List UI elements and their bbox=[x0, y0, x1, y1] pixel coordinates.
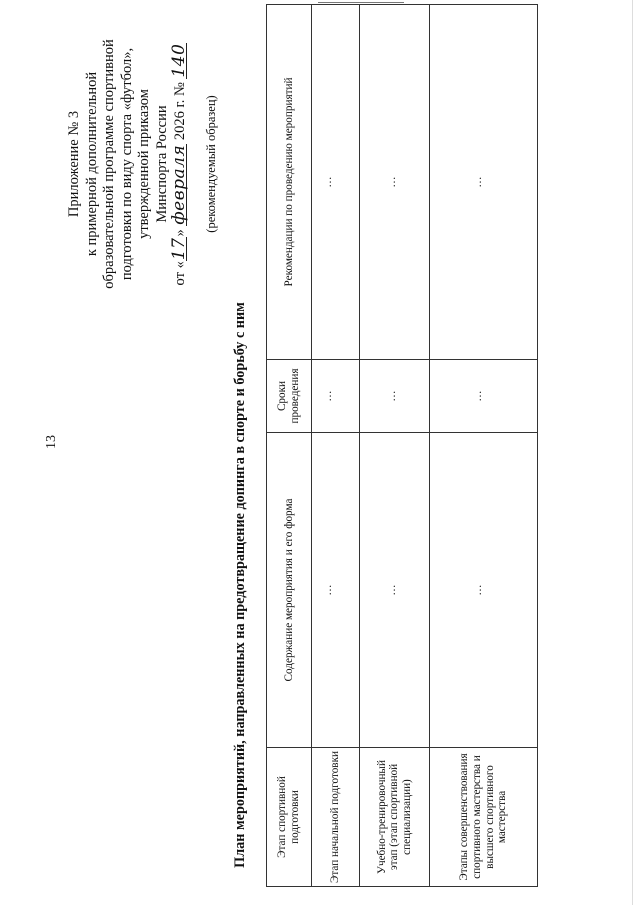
content-cell: … bbox=[312, 433, 360, 748]
stage-cell: Этапы совершенствования спортивного мастерства и высшего спортивного мастерства bbox=[430, 748, 538, 887]
order-line bbox=[168, 13, 190, 315]
order-number: 140 bbox=[168, 43, 189, 78]
appendix-line: Минспорта России bbox=[153, 105, 170, 223]
page-number: 13 bbox=[44, 435, 59, 449]
content-cell: … bbox=[360, 433, 430, 748]
order-prefix: от « bbox=[171, 261, 188, 286]
sample-note: (рекомендуемый образец) bbox=[204, 95, 219, 233]
content-cell: … bbox=[430, 433, 538, 748]
recommendations-cell: … bbox=[312, 5, 360, 360]
appendix-header bbox=[66, 13, 221, 315]
stage-cell: Учебно-тренировочный этап (этап спортивной специализации) bbox=[360, 748, 430, 887]
order-day: 17 bbox=[168, 237, 189, 261]
table-row bbox=[312, 5, 360, 887]
recommendations-cell: … bbox=[430, 5, 538, 360]
header-content: Содержание мероприятия и его форма bbox=[267, 433, 312, 748]
order-month: февраля bbox=[168, 144, 189, 225]
order-mid: » bbox=[171, 229, 188, 237]
terms-cell: … bbox=[430, 360, 538, 433]
plan-table bbox=[266, 4, 538, 887]
table-row bbox=[430, 5, 538, 887]
stage-cell: Этап начальной подготовки bbox=[312, 748, 360, 887]
order-year: 2026 г. № bbox=[171, 82, 188, 141]
appendix-line: образовательной программе спортивной bbox=[101, 39, 118, 289]
table-row bbox=[360, 5, 430, 887]
table-header-row bbox=[267, 5, 312, 887]
appendix-title: Приложение № 3 bbox=[66, 110, 82, 218]
header-recommendations: Рекомендации по проведению мероприятий bbox=[267, 5, 312, 360]
appendix-line: утвержденной приказом bbox=[136, 89, 153, 239]
appendix-line: к примерной дополнительной bbox=[83, 71, 100, 257]
appendix-line: подготовки по виду спорта «футбол», bbox=[118, 47, 135, 281]
document-title: План мероприятий, направленных на предотвращение допинга в спорте и борьбу с ним bbox=[232, 302, 248, 868]
terms-cell: … bbox=[360, 360, 430, 433]
terms-cell: … bbox=[312, 360, 360, 433]
recommendations-cell: … bbox=[360, 5, 430, 360]
header-terms: Сроки проведения bbox=[267, 360, 312, 433]
header-stage: Этап спортивной подготовки bbox=[267, 748, 312, 887]
